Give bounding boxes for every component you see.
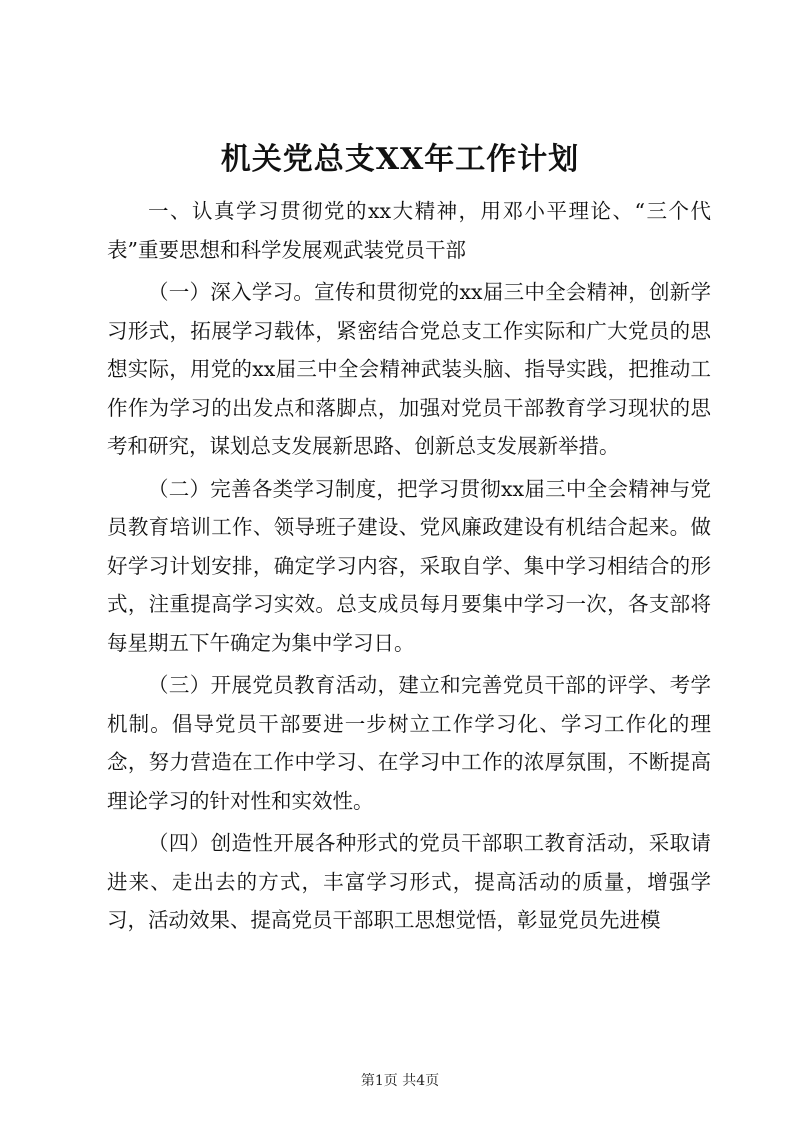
document-title: 机关党总支XX年工作计划 <box>220 142 580 177</box>
paragraph-item-1: （一）深入学习。宣传和贯彻党的xx届三中全会精神，创新学习形式，拓展学习载体，紧密结合党总支工作实际和广大党员的思想实际，用党的xx届三中全会精神武装头脑、指导实践，把推动工作作为学习的出发点和落脚点，加强对党员干部教育学习现状的思考和研究，谋划总支发展新思路、创新总支发展新举措。 <box>107 280 711 458</box>
paragraph-section-1-heading: 一、认真学习贯彻党的xx大精神，用邓小平理论、“三个代表”重要思想和科学发展观武装党员干部 <box>107 199 711 262</box>
paragraph-item-2: （二）完善各类学习制度，把学习贯彻xx届三中全会精神与党员教育培训工作、领导班子建设、党风廉政建设有机结合起来。做好学习计划安排，确定学习内容，采取自学、集中学习相结合的形式，注重提高学习实效。总支成员每月要集中学习一次，各支部将每星期五下午确定为集中学习日。 <box>107 476 711 655</box>
page-number-footer: 第1页 共4页 <box>360 1073 440 1089</box>
document-body <box>107 192 711 944</box>
paragraph-item-3: （三）开展党员教育活动，建立和完善党员干部的评学、考学机制。倡导党员干部要进一步树立工作学习化、学习工作化的理念，努力营造在工作中学习、在学习中工作的浓厚氛围，不断提高理论学习的针对性和实效性。 <box>107 673 711 813</box>
paragraph-item-4: （四）创造性开展各种形式的党员干部职工教育活动，采取请进来、走出去的方式，丰富学习形式，提高活动的质量，增强学习，活动效果、提高党员干部职工思想觉悟，彰显党员先进模 <box>107 831 711 932</box>
